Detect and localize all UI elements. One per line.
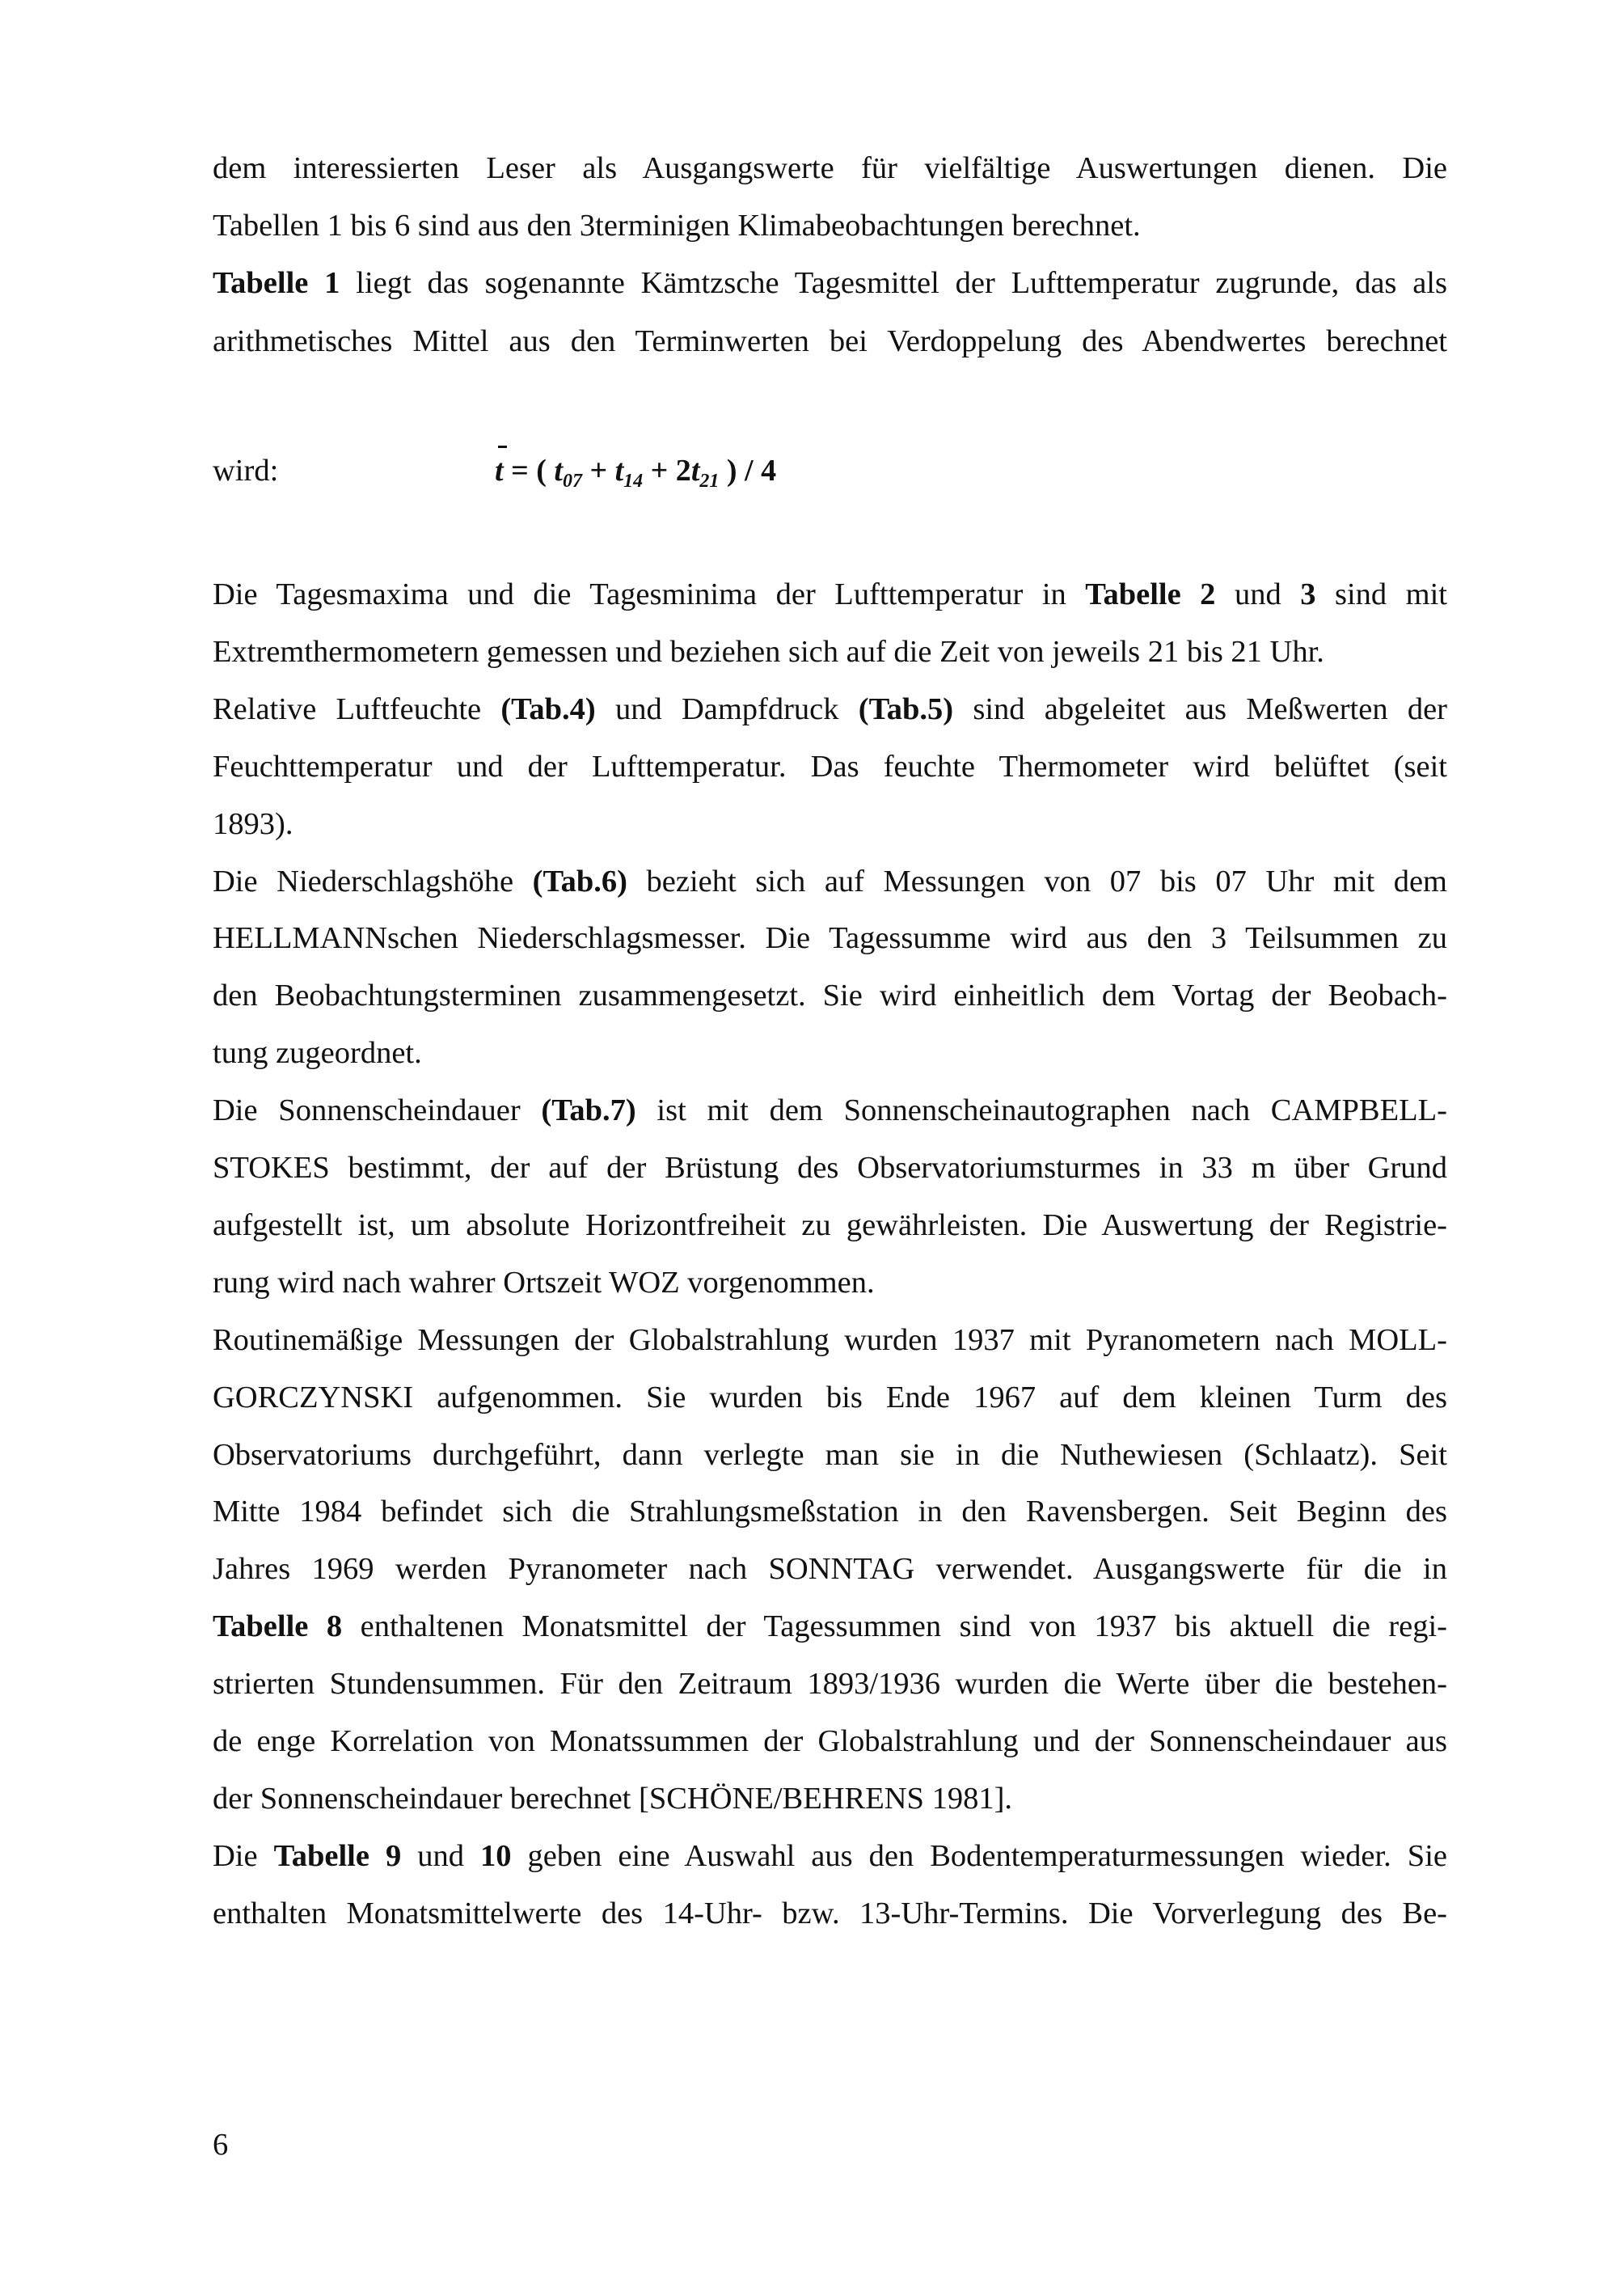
text-segment: STOKES bestimmt, der auf der Brüstung des Observatoriumsturmes in 33 m über Grund [213, 1151, 1447, 1185]
text-segment: geben eine Auswahl aus den Bodentemperaturmessungen wieder. Sie [511, 1838, 1447, 1873]
text-segment: Jahres 1969 werden Pyranometer nach SONNTAG verwendet. Ausgangswerte für die in [213, 1552, 1447, 1587]
text-segment: arithmetisches Mittel aus den Terminwerten bei Verdoppelung des Abendwertes berechnet [213, 323, 1447, 358]
text-line [213, 744, 1447, 789]
text-segment: sind mit [1315, 577, 1447, 611]
text-line [213, 1375, 1447, 1420]
formula-part: + [581, 454, 615, 488]
text-line [213, 1776, 1447, 1821]
text-segment: enthalten Monatsmittelwerte des 14-Uhr- bzw. 13-Uhr-Termins. Die Vorverlegung des Be- [213, 1896, 1447, 1930]
text-segment: sind abgeleitet aus Meßwerten der [953, 691, 1447, 726]
bold-reference: Tabelle 1 [213, 266, 340, 301]
text-segment: Relative Luftfeuchte [213, 691, 501, 726]
bold-reference: (Tab.7) [541, 1093, 636, 1128]
mean-temperature-formula [495, 446, 776, 505]
formula-part: ) / 4 [719, 454, 777, 488]
text-line [213, 973, 1447, 1018]
bold-reference: Tabelle 8 [213, 1609, 343, 1644]
text-line [213, 1719, 1447, 1764]
text-segment: Routinemäßige Messungen der Globalstrahlung wurden 1937 mit Pyranometern nach MOLL- [213, 1322, 1447, 1357]
page-number: 6 [213, 2128, 229, 2162]
text-line [213, 1145, 1447, 1190]
text-segment: der Sonnenscheindauer berechnet [SCHÖNE/BEHRENS 1981]. [213, 1781, 1013, 1816]
text-line [213, 1833, 1447, 1879]
bold-reference: Tabelle 2 [1085, 577, 1216, 611]
bold-reference: (Tab.4) [500, 691, 596, 726]
formula-subscript: 14 [623, 471, 644, 492]
text-line [213, 1088, 1447, 1133]
formula-row [213, 446, 1447, 495]
text-line [213, 1604, 1447, 1649]
formula-label: wird: [213, 454, 279, 488]
text-segment: GORCZYNSKI aufgenommen. Sie wurden bis Ende 1967 auf dem kleinen Turm des [213, 1380, 1447, 1414]
formula-part: + 2 [643, 454, 691, 488]
text-line [213, 1030, 1447, 1076]
text-line [213, 1432, 1447, 1478]
text-segment: HELLMANNschen Niederschlagsmesser. Die Tagessumme wird aus den 3 Teilsummen zu [213, 921, 1447, 956]
text-segment: Die Sonnenscheindauer [213, 1093, 542, 1128]
text-segment: Tabellen 1 bis 6 sind aus den 3terminigen Klimabeobachtungen berechnet. [213, 209, 1141, 243]
text-segment: rung wird nach wahrer Ortszeit WOZ vorgenommen. [213, 1265, 875, 1300]
text-segment: strierten Stundensummen. Für den Zeitraum 1893/1936 wurden die Werte über die bestehen- [213, 1667, 1447, 1702]
formula-part: = ( [503, 454, 555, 488]
text-line [213, 859, 1447, 904]
text-segment: Die [213, 1838, 274, 1873]
formula-part: t [614, 454, 624, 488]
text-segment: Observatoriums durchgeführt, dann verlegte man sie in die Nuthewiesen (Schlaatz). Seit [213, 1437, 1447, 1472]
text-segment: liegt das sogenannte Kämtzsche Tagesmittel der Lufttemperatur zugrunde, das als [340, 266, 1447, 301]
text-segment: 1893). [213, 806, 293, 841]
bold-reference: 10 [479, 1838, 512, 1873]
text-line [213, 203, 1447, 248]
text-segment: Mitte 1984 befindet sich die Strahlungsmeßstation in den Ravensbergen. Seit Beginn des [213, 1495, 1447, 1529]
text-segment: enthaltenen Monatsmittel der Tagessummen sind von 1937 bis aktuell die regi- [342, 1609, 1447, 1644]
text-segment: und [1215, 577, 1301, 611]
text-line [213, 915, 1447, 961]
formula-subscript: 07 [562, 471, 582, 492]
text-segment: Extremthermometern gemessen und beziehen sich auf die Zeit von jeweils 21 bis 21 Uhr. [213, 634, 1324, 669]
text-line [213, 687, 1447, 732]
text-line [213, 1661, 1447, 1706]
text-line [213, 1489, 1447, 1534]
text-segment: Die Tagesmaxima und die Tagesminima der Lufttemperatur in [213, 577, 1086, 611]
text-line [213, 1546, 1447, 1592]
text-segment: und Dampfdruck [595, 691, 859, 726]
text-line [213, 146, 1447, 191]
formula-part: t [554, 454, 563, 488]
text-segment: ist mit dem Sonnenscheinautographen nach CAMPBELL- [635, 1093, 1447, 1128]
text-segment: dem interessierten Leser als Ausgangswerte für vielfältige Auswertungen dienen. Die [213, 151, 1447, 185]
bold-reference: Tabelle 9 [273, 1838, 402, 1873]
formula-part: t [690, 454, 700, 488]
bold-reference: 3 [1300, 577, 1316, 611]
text-line [213, 1317, 1447, 1363]
text-segment: bezieht sich auf Messungen von 07 bis 07 Uhr mit dem [627, 864, 1448, 899]
text-segment: tung zugeordnet. [213, 1036, 422, 1071]
text-segment: de enge Korrelation von Monatssummen der Globalstrahlung und der Sonnenscheindauer aus [213, 1724, 1447, 1758]
text-segment: den Beobachtungsterminen zusammengesetzt. Sie wird einheitlich dem Vortag der Beobach- [213, 979, 1447, 1013]
text-line [213, 319, 1447, 364]
text-segment: Die Niederschlagshöhe [213, 864, 533, 899]
text-line [213, 801, 1447, 847]
text-line [213, 1891, 1447, 1936]
text-segment: und [401, 1838, 480, 1873]
text-line [213, 572, 1447, 617]
text-line [213, 1260, 1447, 1305]
bold-reference: (Tab.6) [532, 864, 627, 899]
text-segment: aufgestellt ist, um absolute Horizontfreiheit zu gewährleisten. Die Auswertung der Registrie- [213, 1207, 1447, 1242]
text-line [213, 1203, 1447, 1248]
formula-subscript: 21 [699, 471, 720, 492]
text-line [213, 629, 1447, 674]
formula-mean-t: t [495, 446, 504, 495]
text-line [213, 260, 1447, 306]
bold-reference: (Tab.5) [858, 691, 954, 726]
text-segment: Feuchttemperatur und der Lufttemperatur. Das feuchte Thermometer wird belüftet (seit [213, 749, 1447, 784]
